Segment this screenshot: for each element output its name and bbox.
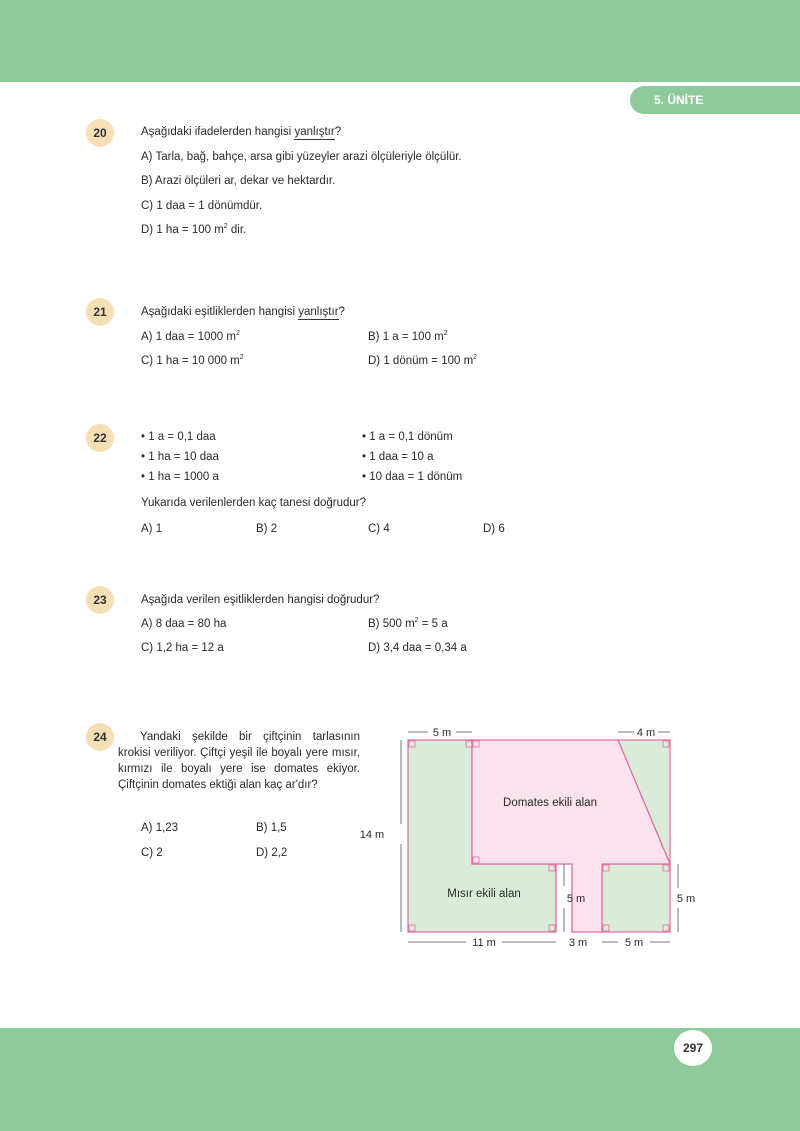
option-b[interactable]: B) 2 (256, 523, 278, 535)
underlined-word: yanlıştır (294, 126, 335, 138)
underlined-word: yanlıştır (298, 306, 339, 318)
option-b[interactable]: B) 1 a = 100 $m^2$ (368, 330, 448, 343)
question-stem: Aşağıdaki ifadelerden hangisi yanlıştır? (141, 126, 342, 138)
statement-item: • 1 a = 0,1 daa (141, 431, 216, 443)
option-a[interactable]: A) 1,23 (141, 822, 179, 834)
dimension-label: 3 m (568, 937, 588, 949)
option-c[interactable]: C) 4 (368, 523, 390, 535)
unit-label: 5. ÜNİTE (654, 93, 704, 107)
dimension-label: 14 m (359, 829, 385, 841)
statement-item: • 1 ha = 1000 a (141, 471, 219, 483)
question-number-badge: 23 (86, 586, 114, 614)
question-number-badge: 20 (86, 119, 114, 147)
statement-item: • 10 daa = 1 dönüm (362, 471, 463, 483)
unit-tab (630, 86, 800, 114)
statement-item: • 1 a = 0,1 dönüm (362, 431, 453, 443)
option-c[interactable]: C) 1,2 ha = 12 a (141, 642, 224, 654)
option-b[interactable]: B) 1,5 (256, 822, 287, 834)
statement-item: • 1 ha = 10 daa (141, 451, 219, 463)
option-b[interactable]: B) Arazi ölçüleri ar, dekar ve hektardır. (141, 175, 336, 187)
corn-area-bottom-right (602, 864, 670, 932)
page-number: 297 (674, 1030, 712, 1066)
corn-area-label: Mısır ekili alan (447, 888, 521, 900)
statement-item: • 1 daa = 10 a (362, 451, 434, 463)
dimension-label: 5 m (676, 893, 696, 905)
dimension-label: 5 m (566, 893, 586, 905)
dimension-label: 11 m (472, 937, 496, 949)
option-a[interactable]: A) 1 (141, 523, 163, 535)
question-number-badge: 22 (86, 424, 114, 452)
field-sketch-svg (356, 716, 700, 960)
option-d[interactable]: D) 1 dönüm = 100 $m^2$ (368, 354, 478, 367)
question-stem: Yandaki şekilde bir çiftçinin tarlasının krokisi veriliyor. Çiftçi yeşil ile boyalı yere mısır, kırmızı ile boyalı yere ise domates ekiyor. Çiftçinin domates ektiği alan kaç ar'dır? (118, 731, 360, 791)
option-c[interactable]: C) 1 ha = 10 000 $m^2$ (141, 354, 244, 367)
option-d[interactable]: D) 2,2 (256, 847, 288, 859)
option-a[interactable]: A) 1 daa = 1000 $m^2$ (141, 330, 240, 343)
question-number-badge: 21 (86, 298, 114, 326)
option-a[interactable]: A) 8 daa = 80 ha (141, 618, 227, 630)
question-stem: Aşağıda verilen eşitliklerden hangisi doğrudur? (141, 594, 380, 606)
option-d[interactable]: D) 1 ha = 100 $m^2$ dir. (141, 223, 247, 236)
question-stem: Aşağıdaki eşitliklerden hangisi yanlıştır? (141, 306, 345, 318)
dimension-label: 5 m (624, 937, 644, 949)
question-stem: Yukarıda verilenlerden kaç tanesi doğrudur? (141, 497, 367, 509)
dimension-label: 5 m (432, 727, 452, 739)
tomato-area-label: Domates ekili alan (503, 797, 597, 809)
field-sketch-figure (356, 716, 700, 960)
option-d[interactable]: D) 6 (483, 523, 505, 535)
option-a[interactable]: A) Tarla, bağ, bahçe, arsa gibi yüzeyler arazi ölçüleriyle ölçülür. (141, 151, 462, 163)
question-number-badge: 24 (86, 723, 114, 751)
option-d[interactable]: D) 3,4 daa = 0,34 a (368, 642, 467, 654)
option-b[interactable]: B) 500 $m^2 = 5$ a (368, 617, 448, 630)
option-c[interactable]: C) 2 (141, 847, 163, 859)
option-c[interactable]: C) 1 daa = 1 dönümdür. (141, 200, 263, 212)
header-band (0, 0, 800, 82)
dimension-label: 4 m (636, 727, 656, 739)
